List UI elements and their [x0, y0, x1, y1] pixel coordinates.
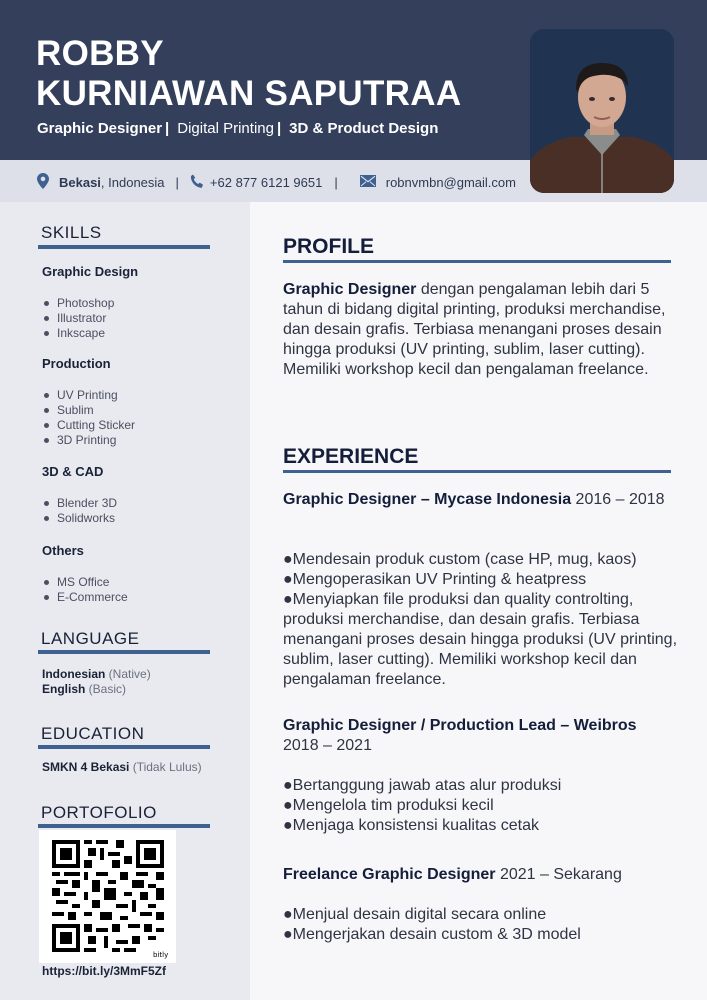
skill-list-graphic-design — [42, 296, 114, 341]
language-level: (Basic) — [85, 682, 127, 696]
profile-text: dengan pengalaman lebih dari 5 tahun di bidang digital printing, produksi merchandise, dan desain grafis. Terbiasa menangani proses desain hingga produksi (UV printing, sublim, laser cutting). Memiliki workshop kecil dan pengalaman freelance. — [283, 281, 666, 378]
contact-separator: | — [175, 175, 179, 190]
list-item: ●Menyiapkan file produksi dan quality controlting, produksi merchandise, dan desain grafis. Terbiasa menangani proses desain hingga produksi (UV printing, sublim, laser cutting). Memiliki workshop kecil dan pengalaman freelance. — [283, 591, 678, 688]
bullet-icon — [44, 580, 49, 585]
skill-item: Cutting Sticker — [57, 418, 136, 432]
job-period: 2018 – 2021 — [283, 737, 372, 754]
language-name: Indonesian — [42, 667, 106, 681]
skill-item: Solidworks — [57, 511, 116, 525]
list-item — [42, 511, 117, 526]
job-role: Graphic Designer / Production Lead – Weibros — [283, 717, 637, 734]
profile-heading: PROFILE — [283, 235, 375, 258]
contact-country: , Indonesia — [100, 175, 165, 190]
job-bullets-3 — [283, 905, 678, 945]
email-icon — [360, 175, 376, 190]
full-name — [36, 34, 461, 114]
bullet-icon — [44, 301, 49, 306]
education-item — [42, 760, 202, 775]
svg-text:bitly: bitly — [153, 951, 169, 959]
school-name: SMKN 4 Bekasi — [42, 760, 130, 774]
name-line-1: ROBBY — [36, 34, 164, 73]
skill-item: Photoshop — [57, 296, 115, 310]
tagline — [37, 120, 438, 137]
bullet-icon — [44, 408, 49, 413]
list-item: ●Mengerjakan desain custom & 3D model — [283, 926, 581, 943]
bullet-icon — [44, 501, 49, 506]
skill-item: 3D Printing — [57, 433, 117, 447]
contact-city: Bekasi — [59, 175, 101, 190]
profile-divider — [283, 260, 671, 263]
profile-lead: Graphic Designer — [283, 281, 417, 298]
bullet-icon — [44, 331, 49, 336]
education-heading: EDUCATION — [41, 724, 145, 743]
language-name: English — [42, 682, 86, 696]
skill-list-production — [42, 388, 135, 448]
list-item: ●Menjaga konsistensi kualitas cetak — [283, 817, 540, 834]
list-item: ●Mengelola tim produksi kecil — [283, 797, 494, 814]
list-item — [42, 311, 114, 326]
language-item — [42, 682, 126, 697]
list-item — [42, 590, 128, 605]
bullet-icon — [44, 595, 49, 600]
skill-item: UV Printing — [57, 388, 118, 402]
skill-item: Inkscape — [57, 326, 106, 340]
tagline-separator: | — [165, 120, 170, 137]
language-divider — [38, 650, 210, 654]
qr-code[interactable] — [39, 830, 176, 963]
education-divider — [38, 745, 210, 749]
phone-icon — [190, 174, 204, 192]
skill-item: MS Office — [57, 575, 110, 589]
skill-item: E-Commerce — [57, 590, 128, 604]
job-bullets-1 — [283, 550, 678, 690]
bullet-icon — [44, 516, 49, 521]
skill-group-others: Others — [42, 543, 84, 558]
tagline-separator: | — [276, 120, 282, 137]
experience-divider — [283, 470, 671, 473]
tagline-role-2: Digital Printing — [177, 120, 274, 137]
list-item — [42, 496, 117, 511]
portfolio-divider — [38, 824, 210, 828]
contact-separator: | — [334, 175, 338, 190]
skill-list-3d-cad — [42, 496, 117, 526]
name-line-2: KURNIAWAN SAPUTRAA — [36, 74, 462, 113]
skill-group-3d-cad: 3D & CAD — [42, 464, 104, 479]
portfolio-link[interactable]: https://bit.ly/3MmF5Zf — [42, 964, 166, 978]
skill-group-graphic-design: Graphic Design — [42, 264, 139, 279]
skill-item: Illustrator — [57, 311, 107, 325]
job-period: 2021 – Sekarang — [495, 866, 622, 883]
skill-list-others — [42, 575, 128, 605]
job-role: Freelance Graphic Designer — [283, 866, 496, 883]
list-item: ●Mengoperasikan UV Printing & heatpress — [283, 571, 587, 588]
skills-heading: SKILLS — [41, 223, 102, 242]
job-title-1 — [283, 490, 678, 510]
bullet-icon — [44, 393, 49, 398]
list-item — [42, 418, 135, 433]
language-item — [42, 667, 151, 682]
tagline-role-3: 3D & Product Design — [289, 120, 439, 137]
language-heading: LANGUAGE — [41, 629, 140, 648]
profile-summary — [283, 280, 678, 380]
bullet-icon — [44, 316, 49, 321]
contact-email[interactable]: robnvmbn@gmail.com — [385, 175, 516, 190]
experience-heading: EXPERIENCE — [283, 445, 419, 468]
skill-item: Blender 3D — [57, 496, 118, 510]
list-item: ●Mendesain produk custom (case HP, mug, kaos) — [283, 551, 637, 568]
education-note: (Tidak Lulus) — [129, 760, 202, 774]
list-item — [42, 388, 135, 403]
skill-group-production: Production — [42, 356, 111, 371]
job-title-3 — [283, 865, 678, 885]
list-item — [42, 403, 135, 418]
tagline-role-1: Graphic Designer — [37, 120, 163, 137]
job-title-2 — [283, 716, 678, 756]
list-item — [42, 326, 114, 341]
skill-item: Sublim — [57, 403, 94, 417]
list-item: ●Bertanggung jawab atas alur produksi — [283, 777, 562, 794]
bullet-icon — [44, 423, 49, 428]
job-period: 2016 – 2018 — [571, 491, 665, 508]
portfolio-heading: PORTOFOLIO — [41, 803, 157, 822]
list-item — [42, 575, 128, 590]
language-level: (Native) — [105, 667, 151, 681]
profile-photo — [530, 29, 674, 193]
job-bullets-2 — [283, 776, 678, 836]
location-pin-icon — [37, 173, 49, 192]
list-item: ●Menjual desain digital secara online — [283, 906, 547, 923]
list-item — [42, 296, 114, 311]
job-role: Graphic Designer – Mycase Indonesia — [283, 491, 572, 508]
contact-phone[interactable]: +62 877 6121 9651 — [209, 175, 323, 190]
bullet-icon — [44, 438, 49, 443]
list-item — [42, 433, 135, 448]
skills-divider — [38, 245, 210, 249]
